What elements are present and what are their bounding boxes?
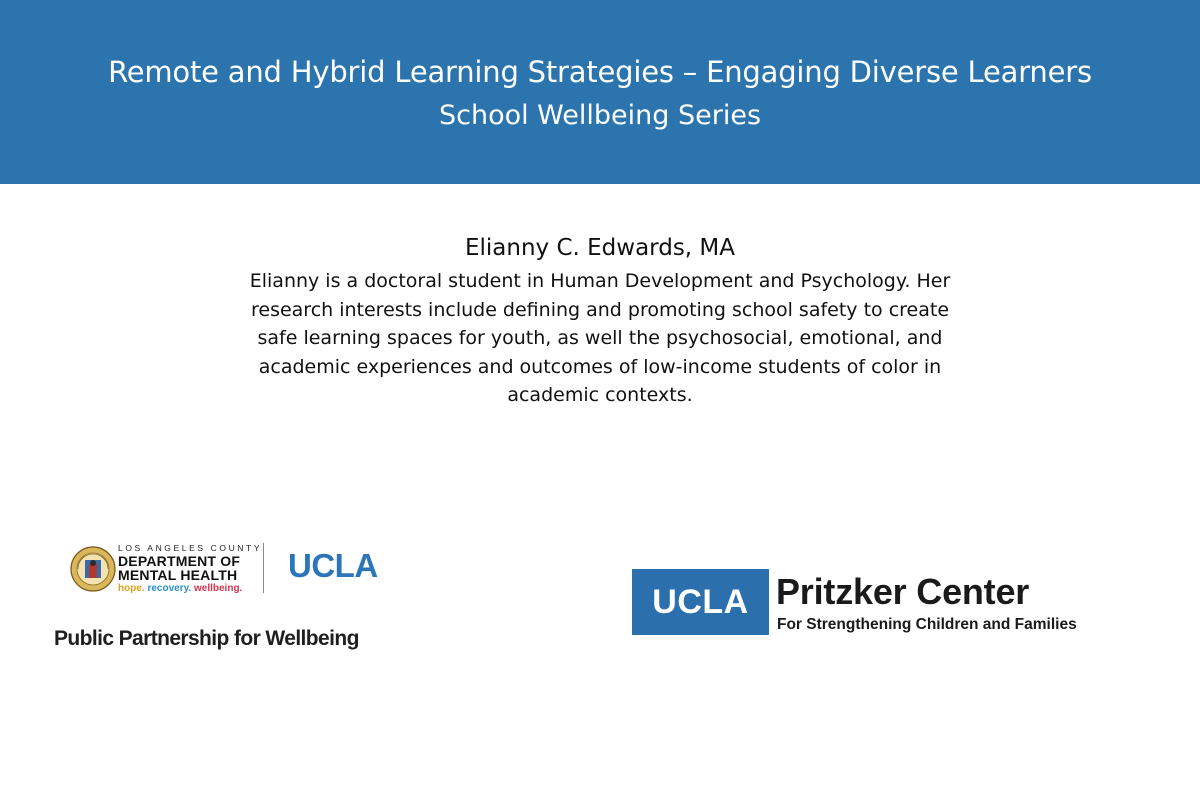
dmh-ucla-logo <box>66 540 396 600</box>
dmh-dept-line1: DEPARTMENT OF <box>118 553 241 569</box>
series-subtitle: School Wellbeing Series <box>438 100 762 131</box>
public-partnership-label: Public Partnership for Wellbeing <box>54 627 359 650</box>
pritzker-title: Pritzker Center <box>776 571 1030 612</box>
ucla-wordmark: UCLA <box>288 547 378 584</box>
speaker-bio: Elianny is a doctoral student in Human Development and Psychology. Her research interests include defining and promoting school safety to create safe learning spaces for youth, as well the psychosocial, emotional, and academic experiences and outcomes of low-income students of color in academic contexts. <box>249 270 951 406</box>
tagline-recovery: recovery. <box>147 583 192 594</box>
tagline-wellbeing: wellbeing. <box>193 583 243 594</box>
pritzker-subtitle: For Strengthening Children and Families <box>777 616 1077 633</box>
pritzker-ucla-box: UCLA <box>632 569 769 635</box>
dmh-dept-line2: MENTAL HEALTH <box>118 567 238 583</box>
tagline-hope: hope. <box>118 583 145 594</box>
speaker-name: Elianny C. Edwards, MA <box>464 235 736 261</box>
title-banner <box>0 0 1200 184</box>
logo-divider <box>263 543 264 593</box>
presentation-title: Remote and Hybrid Learning Strategies – Engaging Diverse Learners <box>108 55 1092 89</box>
la-county-seal-icon <box>70 546 116 592</box>
dmh-county-text: LOS ANGELES COUNTY <box>118 543 263 553</box>
